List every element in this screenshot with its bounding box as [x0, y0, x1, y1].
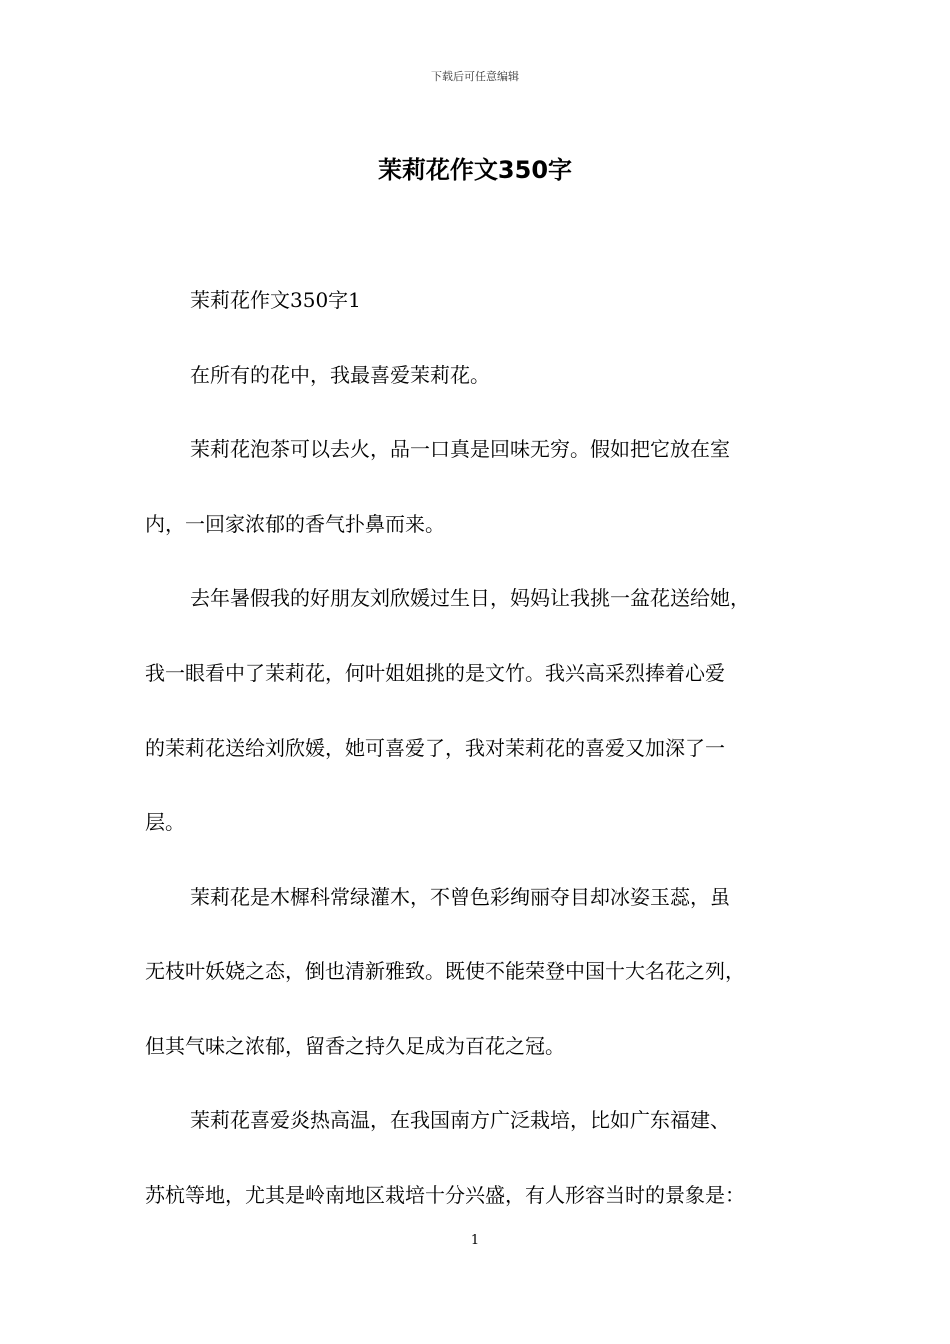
paragraph-line: 内，一回家浓郁的香气扑鼻而来。 — [145, 512, 445, 536]
paragraph-line: 无枝叶妖娆之态，倒也清新雅致。既使不能荣登中国十大名花之列， — [145, 959, 745, 983]
paragraph-line: 茉莉花是木樨科常绿灌木，不曾色彩绚丽夺目却冰姿玉蕊，虽 — [190, 885, 730, 909]
paragraph-line: 去年暑假我的好朋友刘欣媛过生日，妈妈让我挑一盆花送给她， — [190, 586, 750, 610]
paragraph-line: 我一眼看中了茉莉花，何叶姐姐挑的是文竹。我兴高采烈捧着心爱 — [145, 661, 725, 685]
document-title: 茉莉花作文350字 — [377, 156, 573, 184]
section-heading: 茉莉花作文350字1 — [190, 288, 361, 312]
page-number: 1 — [470, 1233, 480, 1248]
header-note: 下载后可任意编辑 — [431, 70, 519, 83]
paragraph-line: 层。 — [145, 810, 185, 834]
paragraph-line: 在所有的花中，我最喜爱茉莉花。 — [190, 363, 490, 387]
paragraph-line: 但其气味之浓郁，留香之持久足成为百花之冠。 — [145, 1034, 565, 1058]
paragraph-line: 苏杭等地，尤其是岭南地区栽培十分兴盛，有人形容当时的景象是： — [145, 1183, 745, 1207]
paragraph-line: 的茉莉花送给刘欣媛，她可喜爱了，我对茉莉花的喜爱又加深了一 — [145, 736, 725, 760]
paragraph-line: 茉莉花泡茶可以去火，品一口真是回味无穷。假如把它放在室 — [190, 437, 730, 461]
paragraph-line: 茉莉花喜爱炎热高温，在我国南方广泛栽培，比如广东福建、 — [190, 1108, 730, 1132]
